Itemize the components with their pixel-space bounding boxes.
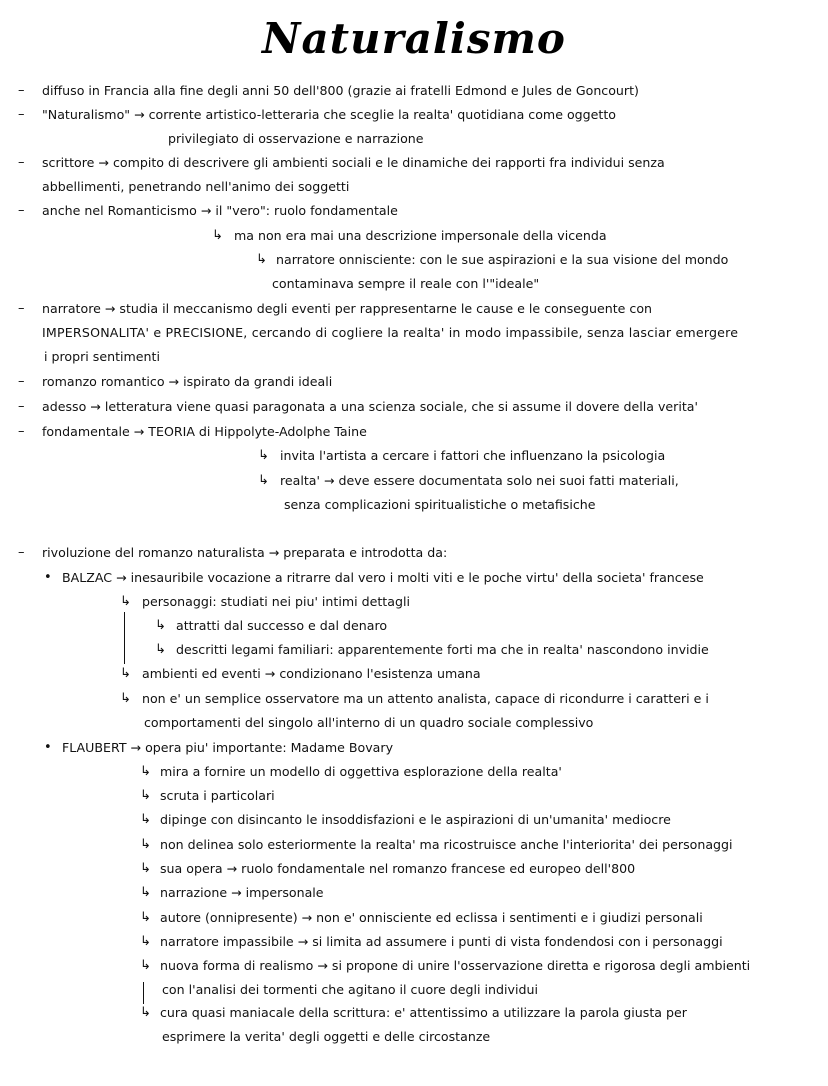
note-line: attratti dal successo e dal denaro — [176, 618, 388, 633]
note-line: ambienti ed eventi → condizionano l'esistenza umana — [142, 666, 481, 681]
note-line: adesso → letteratura viene quasi paragonata a una scienza sociale, che si assume il dovere della verita' — [42, 399, 698, 414]
note-line: "Naturalismo" → corrente artistico-letteraria che sceglie la realta' quotidiana come oggetto — [42, 107, 616, 122]
arrow-marker: ↳ — [140, 910, 151, 925]
note-line: fondamentale → TEORIA di Hippolyte-Adolphe Taine — [42, 424, 367, 439]
note-line: autore (onnipresente) → non e' onnisciente ed eclissa i sentimenti e i giudizi personali — [160, 910, 703, 925]
note-line: diffuso in Francia alla fine degli anni 50 dell'800 (grazie ai fratelli Edmond e Jules de Goncourt) — [42, 83, 639, 98]
arrow-marker: ↳ — [140, 885, 151, 900]
note-line: invita l'artista a cercare i fattori che influenzano la psicologia — [280, 448, 666, 463]
arrow-marker: ↳ — [258, 473, 269, 488]
note-line: mira a fornire un modello di oggettiva esplorazione della realta' — [160, 764, 562, 779]
bracket-line — [143, 982, 144, 1004]
note-line: narrazione → impersonale — [160, 885, 324, 900]
note-line: IMPERSONALITA' e PRECISIONE, cercando di cogliere la realta' in modo impassibile, senza lasciar emergere — [42, 325, 739, 340]
arrow-marker: ↳ — [140, 934, 151, 949]
note-line: dipinge con disincanto le insoddisfazioni e le aspirazioni di un'umanita' mediocre — [160, 812, 671, 827]
arrow-marker: ↳ — [140, 1005, 151, 1020]
dash-marker: – — [18, 374, 25, 389]
bracket-line — [124, 612, 125, 664]
note-line: anche nel Romanticismo → il "vero": ruolo fondamentale — [42, 203, 398, 218]
note-line: BALZAC → inesauribile vocazione a ritrarre dal vero i molti viti e le poche virtu' della societa' francese — [62, 570, 704, 585]
arrow-marker: ↳ — [140, 837, 151, 852]
arrow-marker: ↳ — [120, 666, 131, 681]
note-line: personaggi: studiati nei piu' intimi dettagli — [142, 594, 410, 609]
bullet-marker: • — [44, 570, 52, 585]
arrow-marker: ↳ — [256, 252, 267, 267]
note-line: sua opera → ruolo fondamentale nel romanzo francese ed europeo dell'800 — [160, 861, 636, 876]
note-line: con l'analisi dei tormenti che agitano il cuore degli individui — [162, 982, 538, 997]
note-line: narratore onnisciente: con le sue aspirazioni e la sua visione del mondo — [276, 252, 729, 267]
dash-marker: – — [18, 399, 25, 414]
note-line: FLAUBERT → opera piu' importante: Madame Bovary — [62, 740, 394, 755]
note-line: nuova forma di realismo → si propone di unire l'osservazione diretta e rigorosa degli ambienti — [160, 958, 751, 973]
dash-marker: – — [18, 203, 25, 218]
arrow-marker: ↳ — [120, 691, 131, 706]
note-line: rivoluzione del romanzo naturalista → preparata e introdotta da: — [42, 545, 448, 560]
note-line: non e' un semplice osservatore ma un attento analista, capace di ricondurre i caratteri e i — [142, 691, 709, 706]
dash-marker: – — [18, 83, 25, 98]
arrow-marker: ↳ — [140, 812, 151, 827]
note-line: contaminava sempre il reale con l'"ideale" — [272, 276, 540, 291]
arrow-marker: ↳ — [258, 448, 269, 463]
note-line: abbellimenti, penetrando nell'animo dei soggetti — [42, 179, 350, 194]
note-line: scrittore → compito di descrivere gli ambienti sociali e le dinamiche dei rapporti fra individui senza — [42, 155, 665, 170]
note-line: senza complicazioni spiritualistiche o metafisiche — [284, 497, 596, 512]
dash-marker: – — [18, 107, 25, 122]
dash-marker: – — [18, 301, 25, 316]
arrow-marker: ↳ — [212, 228, 223, 243]
arrow-marker: ↳ — [140, 788, 151, 803]
page-title: Naturalismo — [262, 14, 566, 63]
note-line: realta' → deve essere documentata solo nei suoi fatti materiali, — [280, 473, 679, 488]
dash-marker: – — [18, 155, 25, 170]
dash-marker: – — [18, 545, 25, 560]
note-line: ma non era mai una descrizione impersonale della vicenda — [234, 228, 607, 243]
arrow-marker: ↳ — [155, 618, 166, 633]
note-line: i propri sentimenti — [44, 349, 160, 364]
note-line: romanzo romantico → ispirato da grandi ideali — [42, 374, 333, 389]
arrow-marker: ↳ — [140, 958, 151, 973]
note-line: non delinea solo esteriormente la realta' ma ricostruisce anche l'interiorita' dei personaggi — [160, 837, 733, 852]
note-line: narratore → studia il meccanismo degli eventi per rappresentarne le cause e le conseguente con — [42, 301, 653, 316]
note-line: scruta i particolari — [160, 788, 275, 803]
note-line: esprimere la verita' degli oggetti e delle circostanze — [162, 1029, 491, 1044]
arrow-marker: ↳ — [155, 642, 166, 657]
arrow-marker: ↳ — [140, 861, 151, 876]
dash-marker: – — [18, 424, 25, 439]
note-line: cura quasi maniacale della scrittura: e' attentissimo a utilizzare la parola giusta per — [160, 1005, 687, 1020]
note-line: privilegiato di osservazione e narrazione — [168, 131, 424, 146]
arrow-marker: ↳ — [140, 764, 151, 779]
note-line: narratore impassibile → si limita ad assumere i punti di vista fondendosi con i personaggi — [160, 934, 723, 949]
bullet-marker: • — [44, 740, 52, 755]
arrow-marker: ↳ — [120, 594, 131, 609]
note-line: comportamenti del singolo all'interno di un quadro sociale complessivo — [144, 715, 594, 730]
note-line: descritti legami familiari: apparentemente forti ma che in realta' nascondono invidie — [176, 642, 709, 657]
